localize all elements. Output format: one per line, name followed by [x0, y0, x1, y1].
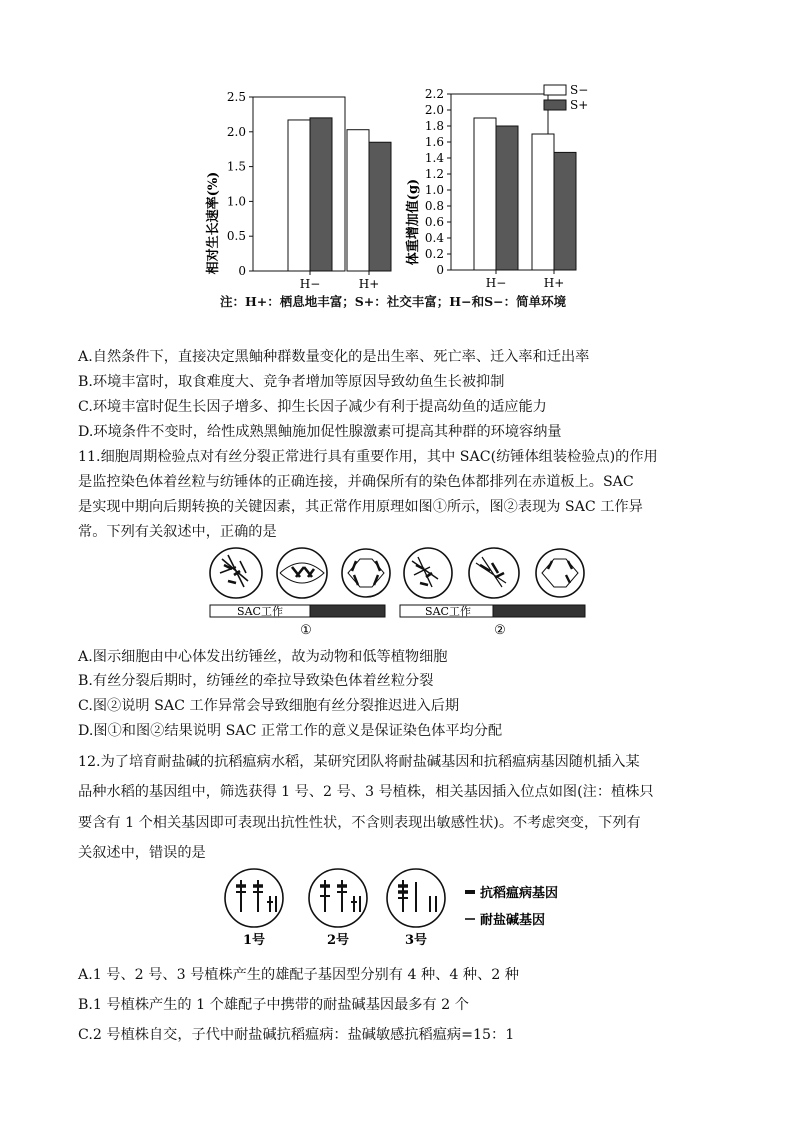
cell-plant-2	[309, 869, 367, 927]
cell-anaphase	[342, 549, 390, 597]
legend-swatch-s-minus	[544, 85, 566, 95]
fig1-label: ①	[300, 623, 312, 638]
y-tick-label: 1.5	[226, 159, 246, 174]
q12-stem-line: 12.为了培育耐盐碱的抗稻瘟病水稻，某研究团队将耐盐碱基因和抗稻瘟病基因随机插入某	[78, 754, 640, 770]
q10-option-b: B.环境丰富时，取食难度大、竞争者增加等原因导致幼鱼生长被抑制	[78, 374, 505, 390]
legend-swatch-s-plus	[544, 100, 566, 110]
x-tick-label: H+	[543, 276, 565, 290]
x-tick-label: H−	[485, 276, 507, 290]
bar-s-plus	[310, 118, 332, 271]
fig2-label: ②	[494, 623, 506, 638]
bar-s-minus	[347, 130, 369, 271]
sac-bar-off-1	[310, 605, 385, 617]
y-tick-label: 2.2	[424, 87, 444, 101]
y-tick-label: 0.5	[226, 229, 246, 244]
q10-option-a: A.自然条件下，直接决定黑鲉种群数量变化的是出生率、死亡率、迁入率和迁出率	[78, 349, 590, 365]
q11-stem-line: 11.细胞周期检验点对有丝分裂正常进行具有重要作用，其中 SAC(纺锤体组装检验点)的作用	[78, 449, 658, 465]
y-axis-label: 体重增加值(g)	[406, 178, 421, 266]
y-tick-label: 1.0	[424, 183, 444, 197]
y-tick-label: 0	[436, 263, 444, 277]
cell-prometaphase-delayed	[469, 548, 519, 598]
q10-option-c: C.环境丰富时促生长因子增多、抑生长因子减少有利于提高幼鱼的适应能力	[78, 399, 547, 415]
gene-insertion-figure	[220, 862, 600, 957]
plant-label-2: 2号	[326, 933, 350, 948]
q11-option-c: C.图②说明 SAC 工作异常会导致细胞有丝分裂推迟进入后期	[78, 698, 460, 714]
sac-bar-label: SAC工作	[237, 605, 283, 618]
plant-label-1: 1号	[242, 933, 266, 948]
legend-label-s-minus: S−	[570, 83, 589, 97]
q12-option-a: A.1 号、2 号、3 号植株产生的雄配子基因型分别有 4 种、4 种、2 种	[78, 967, 519, 983]
sac-bar-off-2	[493, 605, 585, 617]
y-tick-label: 0.2	[424, 247, 444, 261]
x-tick-label: H−	[299, 277, 321, 291]
bar-s-minus	[474, 118, 496, 270]
q11-option-d: D.图①和图②结果说明 SAC 正常工作的意义是保证染色体平均分配	[78, 723, 503, 739]
y-tick-label: 1.4	[424, 151, 444, 165]
cell-prometaphase	[210, 548, 262, 598]
y-tick-label: 1.8	[424, 119, 444, 133]
bar-s-plus	[496, 126, 518, 270]
bar-s-minus	[532, 134, 554, 270]
bar-s-minus	[288, 120, 310, 271]
y-tick-label: 0.4	[424, 231, 444, 245]
q11-stem-line: 是监控染色体着丝粒与纺锤体的正确连接，并确保所有的染色体都排列在赤道板上。SAC	[78, 474, 634, 490]
y-tick-label: 0.6	[424, 215, 444, 229]
q12-stem-line: 关叙述中，错误的是	[78, 845, 206, 861]
q11-option-a: A.图示细胞由中心体发出纺锤丝，故为动物和低等植物细胞	[78, 649, 448, 665]
y-tick-label: 2.5	[226, 90, 246, 104]
cell-anaphase-abnormal	[536, 549, 584, 597]
legend-label-s-plus: S+	[570, 98, 589, 112]
y-axis-label: 相对生长速率(%)	[206, 171, 221, 275]
q12-option-b: B.1 号植株产生的 1 个雄配子中携带的耐盐碱基因最多有 2 个	[78, 997, 469, 1013]
cell-plant-1	[225, 869, 283, 927]
y-tick-label: 1.0	[226, 194, 246, 209]
bar-s-plus	[554, 152, 576, 270]
q11-option-b: B.有丝分裂后期时，纺锤丝的牵拉导致染色体着丝粒分裂	[78, 673, 434, 689]
x-tick-label: H+	[358, 277, 380, 291]
cell-metaphase	[277, 548, 327, 598]
q11-stem-line: 常。下列有关叙述中，正确的是	[78, 524, 277, 540]
q12-option-c: C.2 号植株自交，子代中耐盐碱抗稻瘟病：盐碱敏感抗稻瘟病=15：1	[78, 1027, 515, 1043]
q11-stem-line: 是实现中期向后期转换的关键因素，其正常作用原理如图①所示，图②表现为 SAC 工作异	[78, 499, 643, 515]
sac-bar-label: SAC工作	[425, 605, 471, 618]
legend-salt-label: 耐盐碱基因	[480, 913, 546, 928]
weight-gain-chart	[403, 82, 598, 295]
growth-rate-chart	[195, 85, 405, 295]
plant-label-3: 3号	[404, 933, 428, 948]
q10-option-d: D.环境条件不变时，给性成熟黑鲉施加促性腺激素可提高其种群的环境容纳量	[78, 424, 562, 440]
q12-stem-line: 要含有 1 个相关基因即可表现出抗性性状，不含则表现出敏感性状)。不考虑突变，下列有	[78, 815, 641, 831]
sac-figure	[200, 545, 600, 640]
legend-blast-label: 抗稻瘟病基因	[480, 886, 559, 901]
cell-prometaphase	[404, 548, 452, 598]
y-tick-label: 0	[238, 264, 246, 278]
y-tick-label: 2.0	[226, 124, 246, 139]
y-tick-label: 1.6	[424, 135, 444, 149]
y-tick-label: 1.2	[424, 167, 444, 181]
y-tick-label: 2.0	[424, 103, 444, 117]
chart-note: 注：H+：栖息地丰富；S+：社交丰富；H−和S−：简单环境	[220, 294, 567, 309]
q12-stem-line: 品种水稻的基因组中，筛选获得 1 号、2 号、3 号植株，相关基因插入位点如图(注：植株只	[78, 784, 654, 800]
bar-s-plus	[369, 142, 391, 271]
y-tick-label: 0.8	[424, 199, 444, 213]
